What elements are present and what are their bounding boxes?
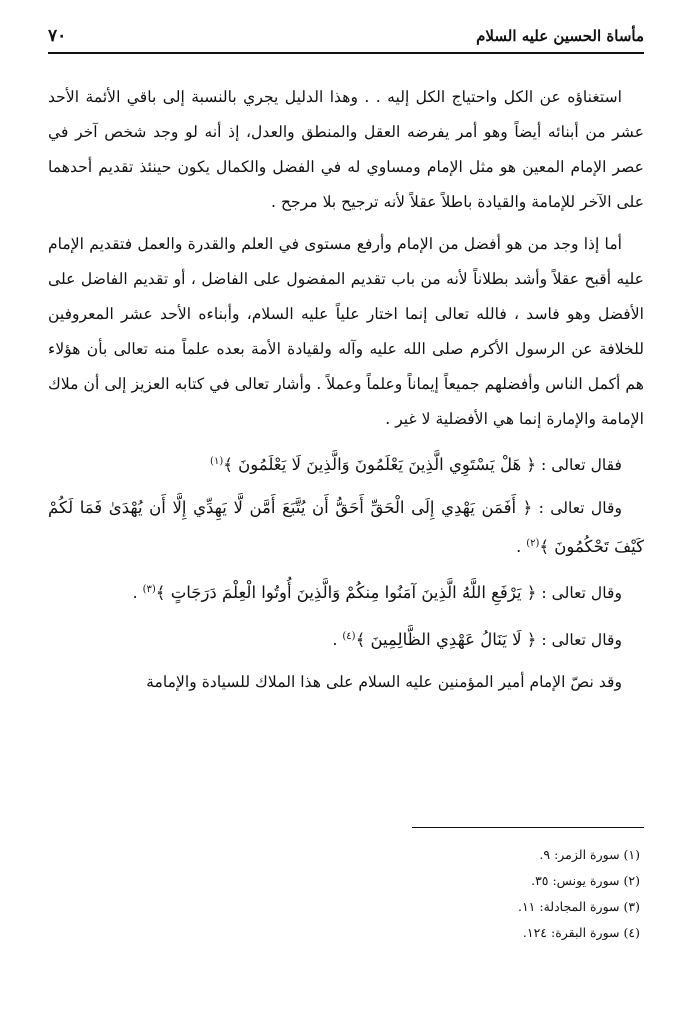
- quote-intro: وقال تعالى :: [536, 630, 622, 649]
- footnote-ref: (٢): [526, 538, 540, 550]
- quran-verse: ﴿ لَا يَنَالُ عَهْدِي الظَّالِمِينَ ﴾: [355, 629, 537, 649]
- quote-line: [48, 619, 644, 658]
- quran-verse: ﴿ هَلْ يَسْتَوِي الَّذِينَ يَعْلَمُونَ وَالَّذِينَ لَا يَعْلَمُونَ ﴾: [223, 455, 537, 475]
- footnote: (٣) سورة المجادلة: ١١.: [517, 899, 640, 914]
- page-number: ٧٠: [48, 26, 67, 46]
- header-rule: [48, 52, 644, 54]
- paragraph: استغناؤه عن الكل واحتياج الكل إليه . . وهذا الدليل يجري بالنسبة إلى باقي الأئمة الأحد عشر من أبنائه أيضاً وهو أمر يفرضه العقل والمنطق والعدل، إذ أنه لو وجد شخص آخر في عصر الإمام المعين هو مثل الإمام ومساوي له في الفضل والكمال يكون حينئذ تقديم أحدهما على الآخر للإمامة والقيادة باطلاً عقلاً لأنه ترجيح بلا مرجح .: [48, 88, 644, 211]
- footnotes: [320, 842, 640, 946]
- quote-line: [48, 444, 644, 483]
- quote-intro: وقال تعالى :: [532, 499, 622, 518]
- quote-line: [48, 490, 644, 565]
- paragraph: أما إذا وجد من هو أفضل من الإمام وأرفع مستوى في العلم والقدرة والعمل فتقديم الإمام عليه أقبح عقلاً وأشد بطلاناً لأنه من باب تقديم المفضول على الفاضل ، أو تقديم الفاضل على الأفضل وهو فاسد ، فالله تعالى إنما اختار علياً عليه السلام، وأبناءه الأحد عشر المعروفين للخلافة عن الرسول الأكرم صلى الله عليه وآله ولقيادة الأمة بعده علماً منه تعالى بأن هؤلاء هم أكمل الناس وأفضلهم جميعاً إيماناً وعلماً وعملاً . وأشار تعالى في كتابه العزيز إلى أن ملاك الإمامة والإمارة إنما هي الأفضلية لا غير .: [48, 235, 644, 428]
- quran-verse: ﴿ أَفَمَن يَهْدِي إِلَى الْحَقِّ أَحَقُّ أَن يُتَّبَعَ أَمَّن لَّا يَهِدِّي إِلَّا أَن يُهْدَىٰ فَمَا لَكُمْ كَيْفَ تَحْكُمُونَ ﴾: [48, 498, 644, 557]
- quran-verse: ﴿ يَرْفَعِ اللَّهُ الَّذِينَ آمَنُوا مِنكُمْ وَالَّذِينَ أُوتُوا الْعِلْمَ دَرَجَاتٍ ﴾: [155, 583, 537, 603]
- quote-line: [48, 572, 644, 611]
- running-title: مأساة الحسين عليه السلام: [476, 27, 644, 45]
- quote-end: .: [332, 630, 343, 649]
- quote-end: .: [516, 538, 527, 557]
- footnote-rule: [412, 827, 644, 828]
- page-header: [48, 22, 644, 50]
- footnote-ref: (٣): [142, 584, 156, 596]
- closing-paragraph: وقد نصّ الإمام أمير المؤمنين عليه السلام على هذا الملاك للسيادة والإمامة: [146, 672, 622, 691]
- footnote: (٤) سورة البقرة: ١٢٤.: [522, 925, 640, 940]
- quote-intro: فقال تعالى :: [536, 456, 622, 475]
- body-text: [48, 80, 644, 700]
- quote-intro: وقال تعالى :: [536, 584, 622, 603]
- footnote-ref: (١): [210, 456, 224, 467]
- footnote: (١) سورة الزمر: ٩.: [539, 847, 640, 862]
- quote-end: .: [132, 584, 143, 603]
- footnote: (٢) سورة يونس: ٣٥.: [531, 873, 640, 888]
- footnote-ref: (٤): [342, 630, 356, 642]
